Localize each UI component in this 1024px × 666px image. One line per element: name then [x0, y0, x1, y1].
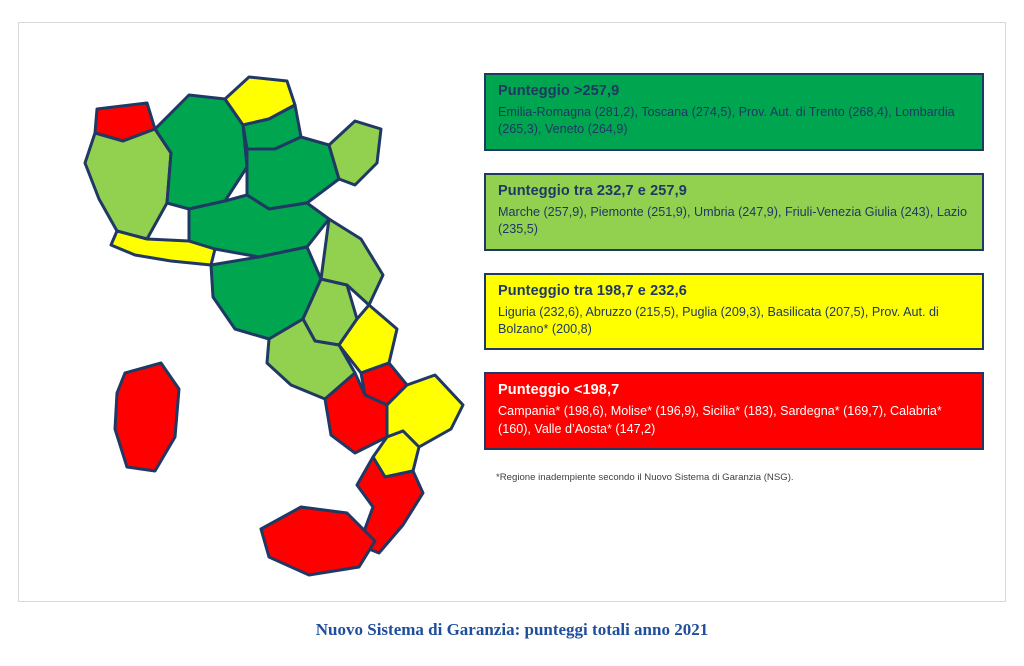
legend-body: Emilia-Romagna (281,2), Toscana (274,5), Prov. Aut. di Trento (268,4), Lombardia (265,3), Veneto (264,9) — [498, 105, 955, 137]
map-region-sicilia — [261, 507, 375, 575]
legend-body: Campania* (198,6), Molise* (196,9), Sicilia* (183), Sardegna* (169,7), Calabria* (160), Valle d’Aosta* (147,2) — [498, 404, 942, 436]
legend-title: Punteggio tra 232,7 e 257,9 — [498, 182, 687, 199]
figure-panel — [18, 22, 1006, 602]
figure-caption: Nuovo Sistema di Garanzia: punteggi totali anno 2021 — [315, 620, 709, 639]
legend — [484, 73, 984, 483]
map-region-friuli — [329, 121, 381, 185]
map-region-veneto — [247, 137, 339, 209]
map-region-piemonte — [85, 129, 171, 239]
map-svg — [39, 33, 479, 593]
legend-item-score-232-7-to-257-9 — [484, 173, 984, 251]
legend-title: Punteggio tra 198,7 e 232,6 — [498, 282, 687, 299]
legend-item-score-below-198-7 — [484, 372, 984, 450]
legend-footnote: *Regione inadempiente secondo il Nuovo Sistema di Garanzia (NSG). — [496, 472, 794, 483]
legend-body: Liguria (232,6), Abruzzo (215,5), Puglia (209,3), Basilicata (207,5), Prov. Aut. di Bolzano* (200,8) — [498, 304, 939, 336]
legend-item-score-above-257-9 — [484, 73, 984, 151]
italy-choropleth-map — [39, 33, 479, 593]
legend-title: Punteggio <198,7 — [498, 382, 620, 399]
legend-item-score-198-7-to-232-6 — [484, 273, 984, 351]
legend-body: Marche (257,9), Piemonte (251,9), Umbria (247,9), Friuli-Venezia Giulia (243), Lazio (235,5) — [498, 204, 967, 237]
map-region-sardegna — [115, 363, 179, 471]
legend-title: Punteggio >257,9 — [498, 83, 620, 99]
